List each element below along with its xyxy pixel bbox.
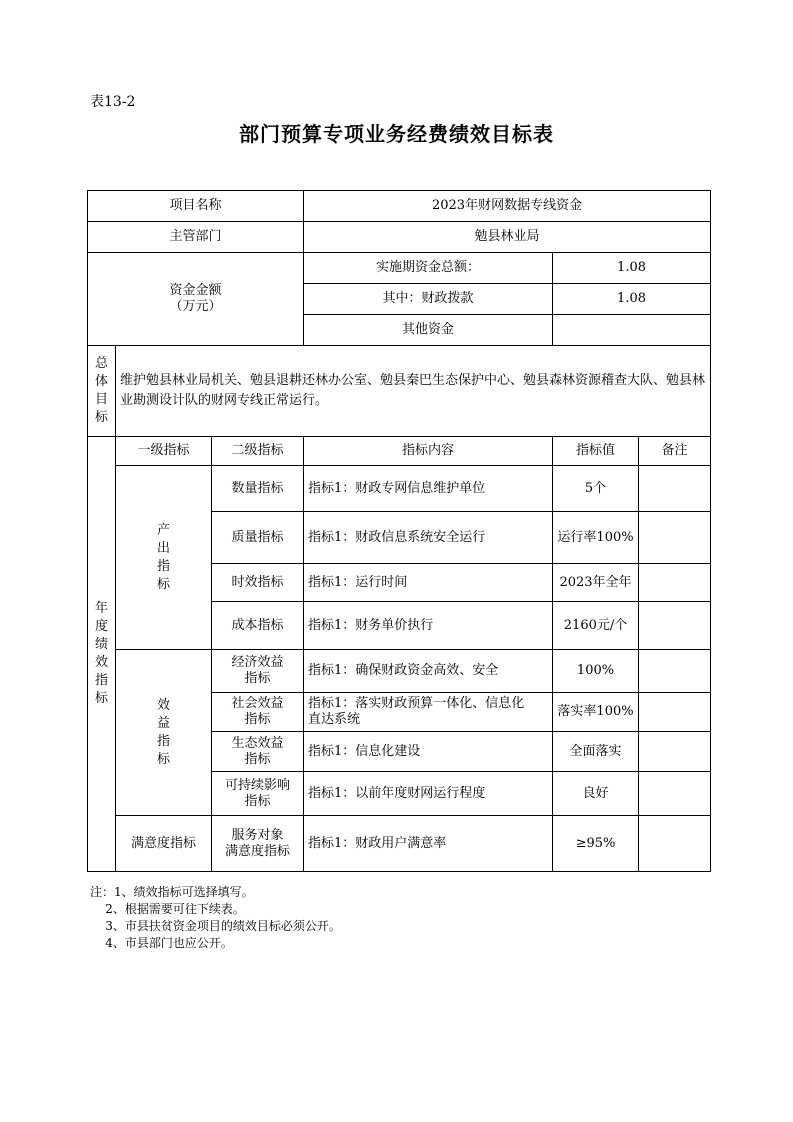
col-header-level2: 二级指标 bbox=[212, 437, 304, 466]
output-label-char: 产 bbox=[156, 522, 170, 538]
level2-cell: 质量指标 bbox=[212, 512, 304, 564]
value-cell: 落实率100% bbox=[553, 693, 639, 732]
fiscal-funds-label: 其中：财政拨款 bbox=[304, 284, 553, 315]
dept-value: 勉县林业局 bbox=[304, 222, 711, 253]
footnote-line: 3、市县扶贫资金项目的绩效目标必须公开。 bbox=[90, 919, 341, 933]
level2-line: 可持续影响 bbox=[225, 777, 291, 793]
value-cell: 2160元/个 bbox=[553, 602, 639, 650]
value-cell: 2023年全年 bbox=[553, 564, 639, 602]
col-header-level1: 一级指标 bbox=[116, 437, 212, 466]
level2-cell bbox=[212, 732, 304, 772]
remark-cell bbox=[639, 772, 711, 816]
value-cell: 运行率100% bbox=[553, 512, 639, 564]
total-funds-label: 实施期资金总额： bbox=[304, 253, 553, 284]
dept-row bbox=[88, 222, 711, 253]
content-cell: 指标1：运行时间 bbox=[304, 564, 553, 602]
level2-cell: 数量指标 bbox=[212, 466, 304, 512]
page-title: 部门预算专项业务经费绩效目标表 bbox=[239, 122, 554, 146]
fiscal-funds-value: 1.08 bbox=[553, 284, 711, 315]
remark-cell bbox=[639, 512, 711, 564]
benefit-indicator-label bbox=[116, 650, 212, 816]
output-label-char: 指 bbox=[156, 558, 170, 574]
remark-cell bbox=[639, 732, 711, 772]
annual-label-char: 指 bbox=[94, 673, 108, 688]
goal-label-char: 目 bbox=[94, 392, 108, 407]
footnote-line: 4、市县部门也应公开。 bbox=[90, 936, 233, 950]
level2-cell bbox=[212, 816, 304, 872]
satisfaction-indicator-label: 满意度指标 bbox=[116, 816, 212, 872]
output-label-char: 标 bbox=[156, 576, 170, 592]
level2-line: 指标 bbox=[244, 671, 271, 686]
value-cell: ≥95% bbox=[553, 816, 639, 872]
content-line: 指标1：落实财政预算一体化、信息化 bbox=[308, 696, 525, 711]
remark-cell bbox=[639, 650, 711, 693]
funds-label-line2: （万元） bbox=[169, 299, 222, 314]
output-indicator-label bbox=[116, 466, 212, 650]
annual-label-char: 效 bbox=[94, 655, 108, 670]
level2-line: 社会效益 bbox=[231, 696, 284, 711]
level2-cell bbox=[212, 693, 304, 732]
performance-target-table bbox=[87, 190, 711, 872]
content-cell: 指标1：财务单价执行 bbox=[304, 602, 553, 650]
content-line: 直达系统 bbox=[308, 712, 361, 727]
content-cell: 指标1：财政信息系统安全运行 bbox=[304, 512, 553, 564]
funds-label-line1: 资金金额 bbox=[169, 283, 222, 298]
level2-line: 指标 bbox=[244, 712, 271, 727]
level2-cell: 成本指标 bbox=[212, 602, 304, 650]
total-funds-row bbox=[88, 253, 711, 284]
other-funds-value bbox=[553, 315, 711, 346]
value-cell: 100% bbox=[553, 650, 639, 693]
value-cell: 良好 bbox=[553, 772, 639, 816]
content-cell bbox=[304, 693, 553, 732]
remark-cell bbox=[639, 816, 711, 872]
level2-cell bbox=[212, 772, 304, 816]
benefit-label-char: 标 bbox=[156, 751, 170, 767]
col-header-remark: 备注 bbox=[639, 437, 711, 466]
level2-line: 满意度指标 bbox=[225, 843, 291, 859]
annual-indicator-label bbox=[88, 437, 116, 872]
remark-cell bbox=[639, 602, 711, 650]
output-label-char: 出 bbox=[156, 540, 170, 556]
goal-label-char: 总 bbox=[94, 356, 108, 371]
level2-line: 生态效益 bbox=[231, 735, 284, 751]
goal-label-char: 标 bbox=[94, 410, 108, 425]
remark-cell bbox=[639, 564, 711, 602]
table-row bbox=[88, 650, 711, 693]
overall-goal-label bbox=[88, 346, 116, 437]
table-row bbox=[88, 816, 711, 872]
level2-cell: 时效指标 bbox=[212, 564, 304, 602]
other-funds-label: 其他资金 bbox=[304, 315, 553, 346]
annual-label-char: 度 bbox=[94, 619, 108, 634]
annual-label-char: 年 bbox=[94, 601, 108, 616]
footnotes bbox=[90, 884, 341, 952]
level2-line: 经济效益 bbox=[231, 655, 284, 670]
level2-cell bbox=[212, 650, 304, 693]
project-name-label: 项目名称 bbox=[88, 191, 304, 222]
content-cell: 指标1：财政用户满意率 bbox=[304, 816, 553, 872]
level2-line: 指标 bbox=[244, 793, 271, 809]
remark-cell bbox=[639, 466, 711, 512]
indicator-header-row bbox=[88, 437, 711, 466]
value-cell: 5个 bbox=[553, 466, 639, 512]
benefit-label-char: 指 bbox=[156, 733, 170, 749]
benefit-label-char: 效 bbox=[156, 697, 170, 713]
total-funds-value: 1.08 bbox=[553, 253, 711, 284]
overall-goal-text: 维护勉县林业局机关、勉县退耕还林办公室、勉县秦巴生态保护中心、勉县森林资源稽查大队、勉县林业勘测设计队的财网专线正常运行。 bbox=[116, 346, 711, 437]
project-name-row bbox=[88, 191, 711, 222]
project-name-value: 2023年财网数据专线资金 bbox=[304, 191, 711, 222]
remark-cell bbox=[639, 693, 711, 732]
benefit-label-char: 益 bbox=[156, 715, 170, 731]
annual-label-char: 标 bbox=[94, 691, 108, 706]
funds-label bbox=[88, 253, 304, 346]
dept-label: 主管部门 bbox=[88, 222, 304, 253]
goal-label-char: 体 bbox=[94, 374, 108, 389]
content-cell: 指标1：财政专网信息维护单位 bbox=[304, 466, 553, 512]
footnote-line: 2、根据需要可往下续表。 bbox=[90, 902, 245, 916]
content-cell: 指标1：确保财政资金高效、安全 bbox=[304, 650, 553, 693]
footnote-line: 注：1、绩效指标可选择填写。 bbox=[90, 885, 254, 899]
content-cell: 指标1：以前年度财网运行程度 bbox=[304, 772, 553, 816]
level2-line: 指标 bbox=[244, 751, 271, 767]
col-header-content: 指标内容 bbox=[304, 437, 553, 466]
content-cell: 指标1：信息化建设 bbox=[304, 732, 553, 772]
table-number: 表13-2 bbox=[90, 94, 136, 110]
annual-label-char: 绩 bbox=[94, 637, 108, 652]
col-header-value: 指标值 bbox=[553, 437, 639, 466]
overall-goal-row bbox=[88, 346, 711, 437]
table-row bbox=[88, 466, 711, 512]
level2-line: 服务对象 bbox=[231, 827, 284, 843]
value-cell: 全面落实 bbox=[553, 732, 639, 772]
